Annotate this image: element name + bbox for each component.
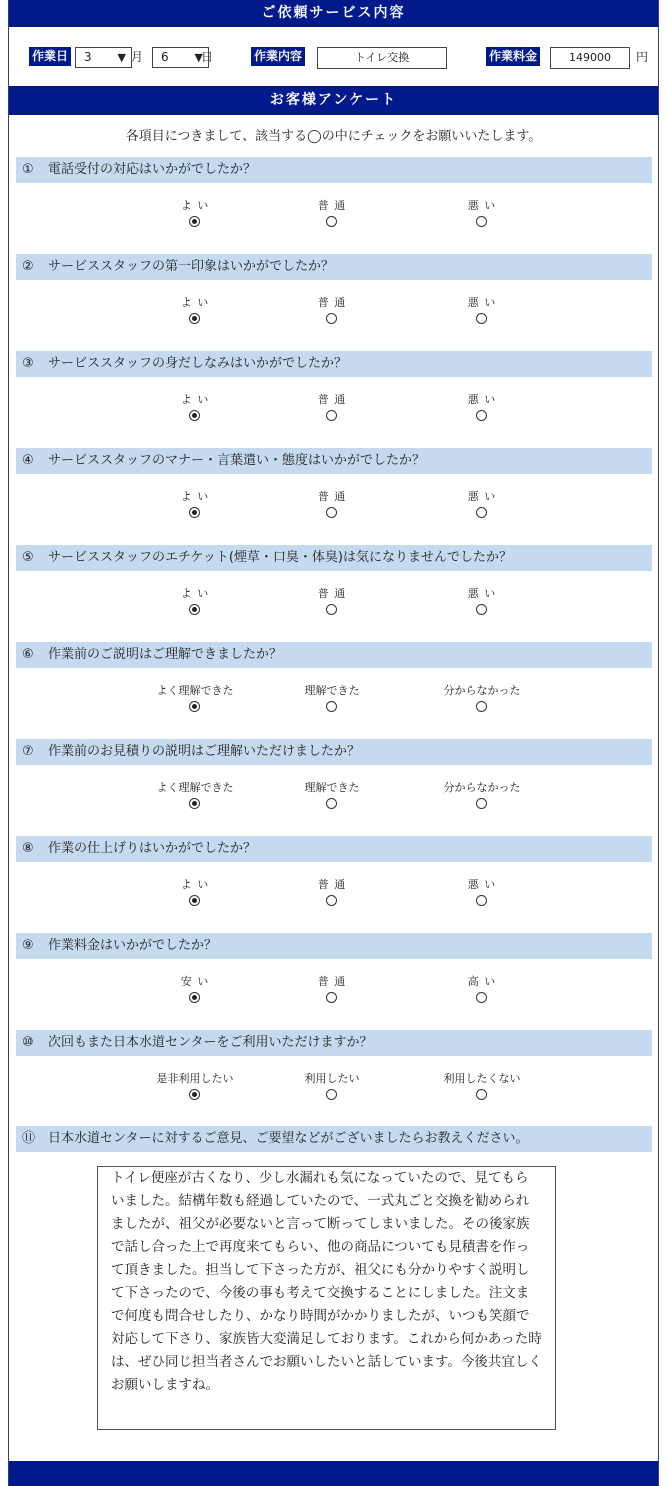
option-radio[interactable]	[476, 507, 487, 518]
survey-intro: 各項目につきまして、該当する◯の中にチェックをお願いいたします。	[125, 129, 542, 144]
question-number: ⑨	[22, 938, 34, 953]
option-label: 普 通	[317, 490, 347, 503]
question-header	[16, 739, 652, 765]
option-label: よ い	[180, 587, 210, 600]
option-radio[interactable]	[476, 798, 487, 809]
question-header	[16, 1030, 652, 1056]
question-text: 作業料金はいかがでしたか？	[48, 938, 218, 953]
question-text: 電話受付の対応はいかがでしたか？	[48, 162, 257, 177]
option-label: よ い	[180, 878, 210, 891]
question-header	[16, 254, 652, 280]
question-number: ④	[22, 453, 34, 468]
question-header	[16, 351, 652, 377]
question-number: ①	[22, 162, 34, 177]
option-radio[interactable]	[326, 507, 337, 518]
question-number: ⑪	[22, 1131, 36, 1146]
option-label: 悪 い	[467, 199, 497, 212]
month-select[interactable]	[75, 47, 132, 68]
question-text: 日本水道センターに対するご意見、ご要望などがございましたらお教えください。	[48, 1131, 529, 1146]
option-label: よ い	[180, 490, 210, 503]
fee-field[interactable]: 149000	[550, 47, 630, 69]
question-text: サービススタッフのエチケット(煙草・口臭・体臭)は気になりませんでしたか？	[48, 550, 512, 565]
date-label: 作業日	[29, 47, 71, 66]
service-header: ご依頼サービス内容	[9, 0, 658, 27]
question-header	[16, 157, 652, 183]
option-label: 理解できた	[304, 781, 360, 794]
option-label: 分からなかった	[443, 781, 521, 794]
option-radio[interactable]	[476, 313, 487, 324]
option-radio[interactable]	[476, 701, 487, 712]
option-radio[interactable]	[189, 1089, 200, 1100]
option-radio[interactable]	[189, 701, 200, 712]
option-label: 普 通	[317, 296, 347, 309]
option-label: 普 通	[317, 878, 347, 891]
fee-label: 作業料金	[486, 47, 540, 66]
option-radio[interactable]	[476, 992, 487, 1003]
option-radio[interactable]	[326, 895, 337, 906]
question-number: ⑧	[22, 841, 34, 856]
question-text: サービススタッフのマナー・言葉遣い・態度はいかがでしたか？	[48, 453, 426, 468]
content-field[interactable]: トイレ交換	[317, 47, 447, 69]
option-radio[interactable]	[326, 216, 337, 227]
option-radio[interactable]	[476, 1089, 487, 1100]
option-label: 理解できた	[304, 684, 360, 697]
question-number: ⑩	[22, 1035, 34, 1050]
day-unit: 日	[201, 50, 214, 64]
question-text: サービススタッフの身だしなみはいかがでしたか？	[48, 356, 348, 371]
question-header	[16, 448, 652, 474]
option-label: 悪 い	[467, 296, 497, 309]
option-radio[interactable]	[326, 992, 337, 1003]
option-radio[interactable]	[189, 992, 200, 1003]
question-number: ②	[22, 259, 34, 274]
day-value: 6	[161, 50, 169, 64]
option-radio[interactable]	[189, 410, 200, 421]
question-number: ⑦	[22, 744, 34, 759]
option-label: よく理解できた	[156, 781, 234, 794]
option-label: 悪 い	[467, 587, 497, 600]
option-label: 安 い	[180, 975, 210, 988]
option-radio[interactable]	[476, 410, 487, 421]
option-radio[interactable]	[476, 216, 487, 227]
option-label: よ い	[180, 393, 210, 406]
question-header	[16, 836, 652, 862]
question-header	[16, 933, 652, 959]
survey-header: お客様アンケート	[9, 86, 658, 115]
option-radio[interactable]	[326, 798, 337, 809]
option-radio[interactable]	[326, 1089, 337, 1100]
question-text: 次回もまた日本水道センターをご利用いただけますか？	[48, 1035, 373, 1050]
option-radio[interactable]	[476, 895, 487, 906]
option-label: 普 通	[317, 393, 347, 406]
option-label: 悪 い	[467, 490, 497, 503]
question-header	[16, 642, 652, 668]
option-label: よく理解できた	[156, 684, 234, 697]
option-label: 是非利用したい	[156, 1072, 234, 1085]
option-label: よ い	[180, 296, 210, 309]
option-radio[interactable]	[326, 701, 337, 712]
chevron-down-icon: ▼	[194, 51, 203, 64]
question-text: サービススタッフの第一印象はいかがでしたか？	[48, 259, 335, 274]
chevron-down-icon: ▼	[117, 51, 126, 64]
option-label: 普 通	[317, 975, 347, 988]
option-radio[interactable]	[189, 216, 200, 227]
option-radio[interactable]	[326, 313, 337, 324]
option-radio[interactable]	[476, 604, 487, 615]
comment-textarea[interactable]: トイレ便座が古くなり、少し水漏れも気になっていたので、見てもらいました。結構年数も経過していたので、一式丸ごと交換を勧められましたが、祖父が必要ないと言って断ってしまいました。その後家族で話し合った上で再度来てもらい、他の商品についても見積書を作って頂きました。担当して下さった方が、祖父にも分かりやすく説明して下さったので、今後の事も考えて交換することにしました。注文まで何度も問合せしたり、かなり時間がかかりましたが、いつも笑顔で対応して下さり、家族皆大変満足しております。これから何かあった時は、ぜひ同じ担当者さんでお願いしたいと話しています。今後共宜しくお願いしますね。	[97, 1166, 556, 1430]
option-label: 普 通	[317, 199, 347, 212]
option-radio[interactable]	[189, 604, 200, 615]
question-header	[16, 545, 652, 571]
question-number: ⑤	[22, 550, 34, 565]
month-unit: 月	[131, 50, 144, 64]
option-label: 普 通	[317, 587, 347, 600]
survey-page	[8, 0, 659, 1486]
month-value: 3	[84, 50, 92, 64]
question-text: 作業前のご説明はご理解できましたか？	[48, 647, 283, 662]
footer-bar	[9, 1461, 658, 1486]
option-radio[interactable]	[189, 507, 200, 518]
question-number: ③	[22, 356, 34, 371]
question-text: 作業前のお見積りの説明はご理解いただけましたか？	[48, 744, 361, 759]
option-radio[interactable]	[326, 410, 337, 421]
question-text: 作業の仕上げりはいかがでしたか？	[48, 841, 257, 856]
content-label: 作業内容	[251, 47, 305, 66]
option-label: 悪 い	[467, 878, 497, 891]
option-label: 利用したい	[304, 1072, 360, 1085]
option-label: 分からなかった	[443, 684, 521, 697]
comment-question	[16, 1126, 652, 1152]
option-radio[interactable]	[326, 604, 337, 615]
fee-unit: 円	[636, 50, 649, 64]
option-radio[interactable]	[189, 313, 200, 324]
question-number: ⑥	[22, 647, 34, 662]
option-radio[interactable]	[189, 895, 200, 906]
option-radio[interactable]	[189, 798, 200, 809]
option-label: よ い	[180, 199, 210, 212]
option-label: 高 い	[467, 975, 497, 988]
option-label: 悪 い	[467, 393, 497, 406]
option-label: 利用したくない	[443, 1072, 521, 1085]
